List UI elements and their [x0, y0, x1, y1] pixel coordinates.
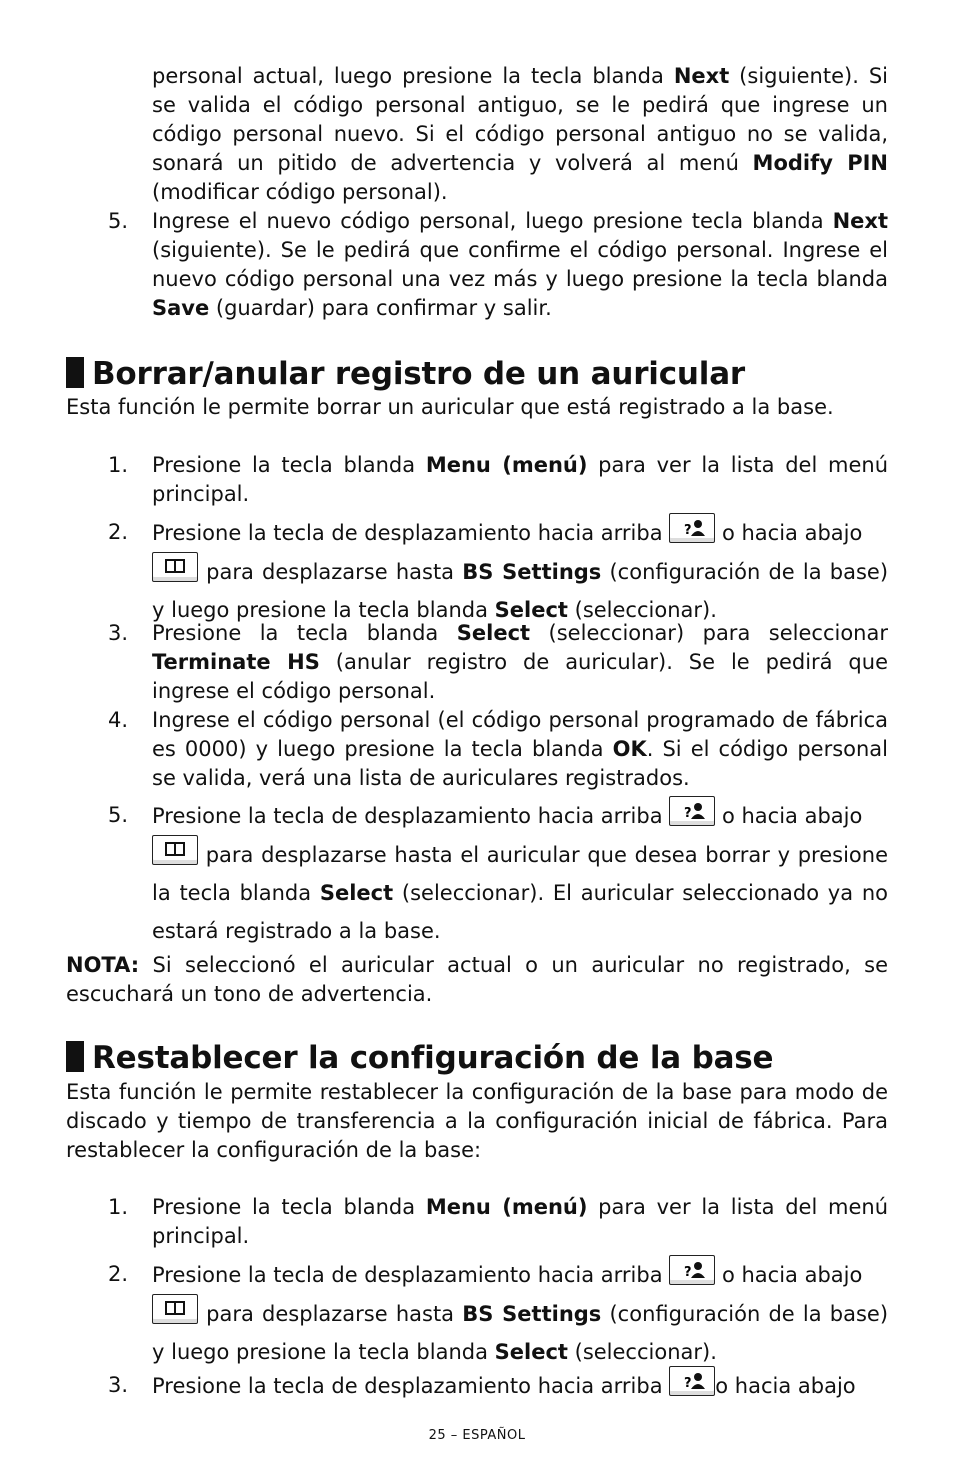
phonebook-scroll-down-icon [152, 552, 198, 582]
phonebook-scroll-down-icon [152, 835, 198, 865]
s1-step-1: 1. Presione la tecla blanda Menu (menú) para ver la lista del menú principal. [108, 453, 889, 506]
svg-text:?: ? [684, 1265, 692, 1280]
s1-step-3: 3. Presione la tecla blanda Select (seleccionar) para seleccionar Terminate HS (anular registro de auricular). Se le pedirá que ingrese el código personal. [108, 621, 888, 703]
phonebook-scroll-down-icon [152, 1294, 198, 1324]
s1-step-2: 2. Presione la tecla de desplazamiento hacia arriba ? o hacia abajo para desplazarse hasta BS Settings (configuración de la base) y luego presione la tecla blanda Select (seleccionar). [108, 513, 888, 629]
svg-text:?: ? [684, 806, 692, 821]
svg-text:?: ? [684, 523, 692, 538]
s2-step-1: 1. Presione la tecla blanda Menu (menú) para ver la lista del menú principal. [108, 1195, 889, 1248]
section1-description: Esta función le permite borrar un auricular que está registrado a la base. [66, 395, 834, 419]
contacts-scroll-up-icon [669, 796, 715, 826]
section2-description: Esta función le permite restablecer la configuración de la base para modo de discado y tiempo de transferencia a la configuración inicial de fábrica. Para restablecer la configuración de la base: [66, 1080, 888, 1162]
heading-bar [66, 1041, 84, 1072]
contacts-scroll-up-icon [669, 1366, 715, 1396]
page-footer: 25 – ESPAÑOL [428, 1428, 526, 1443]
contacts-scroll-up-icon [669, 1255, 715, 1285]
svg-text:?: ? [684, 1376, 692, 1391]
heading-bar [66, 357, 84, 388]
s2-step-2: 2. Presione la tecla de desplazamiento hacia arriba ? o hacia abajo para desplazarse hasta BS Settings (configuración de la base) y luego presione la tecla blanda Select (seleccionar). [108, 1255, 888, 1371]
section-title-delete-handset: Borrar/anular registro de un auricular [66, 356, 745, 392]
s2-step-3: 3. Presione la tecla de desplazamiento hacia arriba ? o hacia abajo [108, 1366, 888, 1405]
contacts-scroll-up-icon [669, 513, 715, 543]
s1-step-4: 4. Ingrese el código personal (el código personal programado de fábrica es 0000) y luego presione la tecla blanda OK. Si el código personal se valida, verá una lista de auriculares registrados. [108, 708, 889, 790]
intro-step-5: 5. Ingrese el nuevo código personal, luego presione tecla blanda Next (siguiente). Se le pedirá que confirme el código personal. Ingrese el nuevo código personal una vez más y luego presione la tecla blanda Save (guardar) para confirmar y salir. [108, 209, 888, 320]
note-paragraph: NOTA: Si seleccionó el auricular actual o un auricular no registrado, se escuchará un tono de advertencia. [66, 953, 888, 1006]
intro-continuation: personal actual, luego presione la tecla blanda Next (siguiente). Si se valida el código personal antiguo, se le pedirá que ingrese un código personal nuevo. Si el código personal antiguo no se valida, sonará un pitido de advertencia y volverá al menú Modify PIN (modificar código personal). [152, 64, 888, 204]
section-title-reset-base: Restablecer la configuración de la base [66, 1040, 773, 1076]
s1-step-5: 5. Presione la tecla de desplazamiento hacia arriba ? o hacia abajo para desplazarse hasta el auricular que desea borrar y presione la tecla blanda Select (seleccionar). El auricular seleccionado ya no estará registrado a la base. [108, 796, 888, 950]
